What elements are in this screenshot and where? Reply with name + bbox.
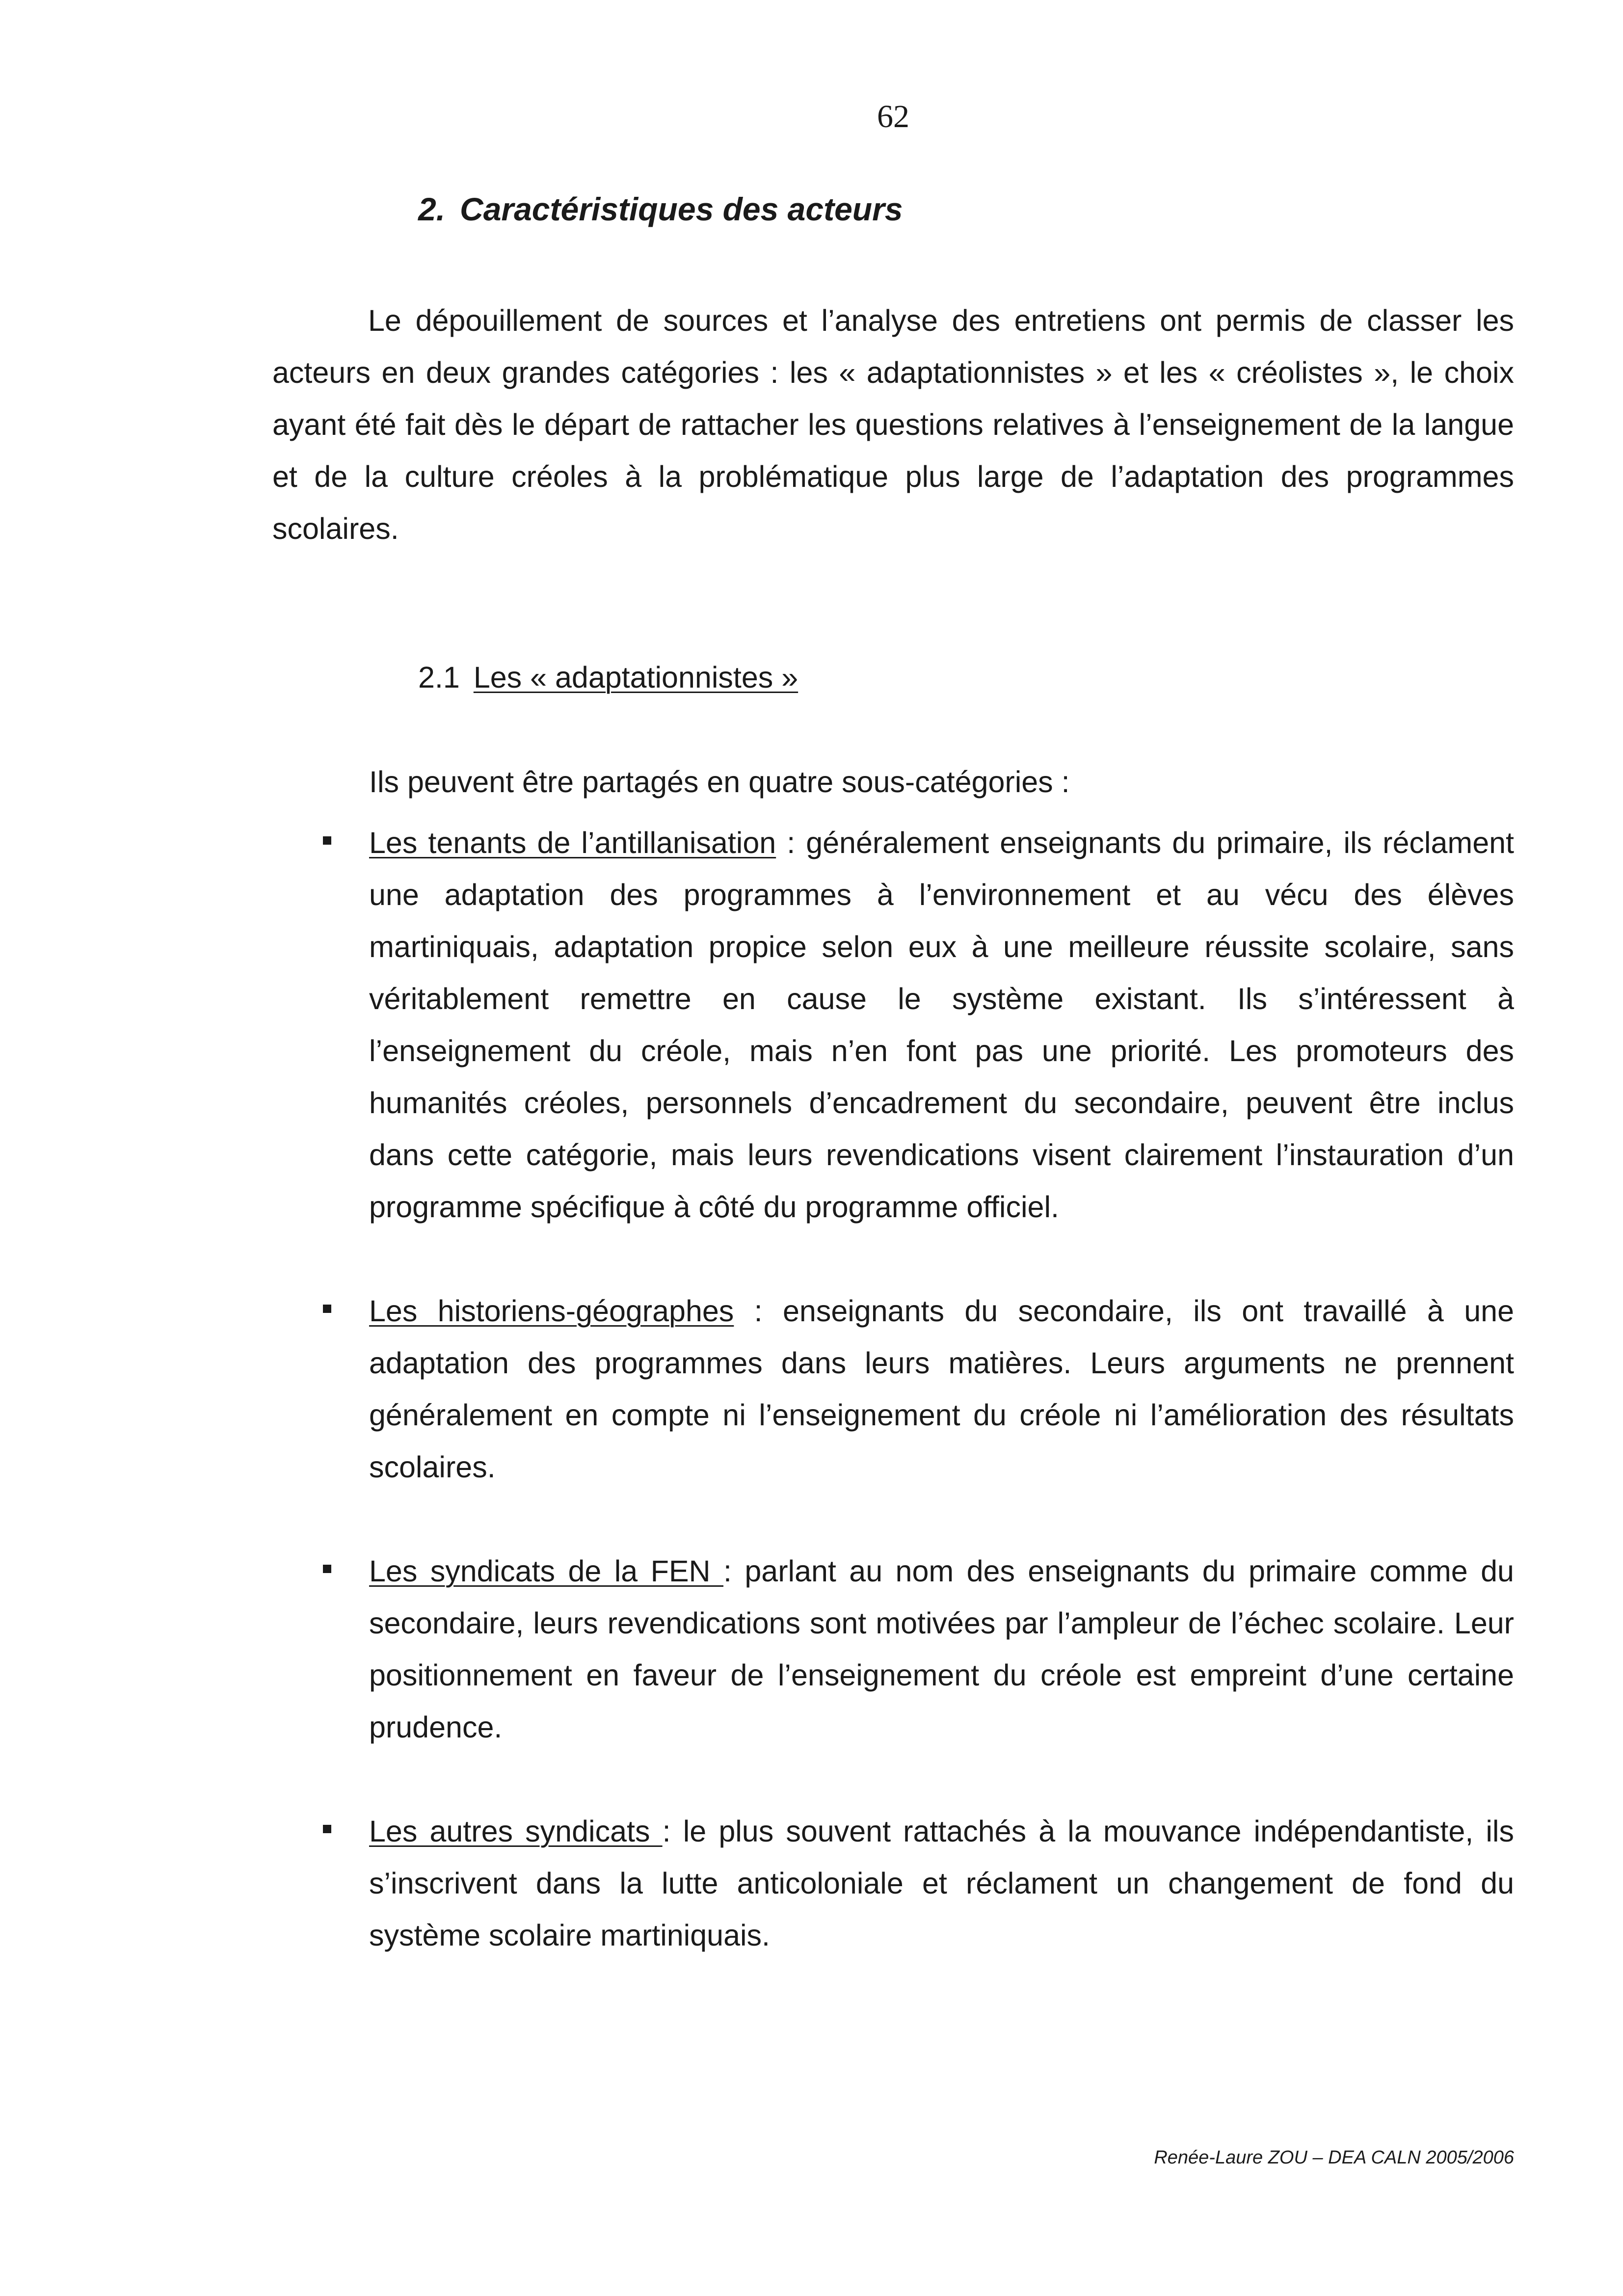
subsection-number: 2.1	[418, 661, 460, 694]
list-item-term: Les autres syndicats	[369, 1815, 663, 1848]
list-item	[369, 817, 1514, 1233]
intro-paragraph: Le dépouillement de sources et l’analyse des entretiens ont permis de classer les acteurs en deux grandes catégories : les « adaptationnistes » et les « créolistes », le choix ayant été fait dès le départ de rattacher les questions relatives à l’enseignement de la langue et de la culture créoles à la problématique plus large de l’adaptation des programmes scolaires.	[272, 304, 1514, 545]
square-bullet-icon	[323, 836, 331, 845]
list-item	[369, 1545, 1514, 1753]
page-number: 62	[877, 99, 909, 134]
subsection-heading	[418, 660, 798, 694]
list-item-text: : généralement enseignants du primaire, ils réclament une adaptation des programmes à l’environnement et au vécu des élèves martiniquais, adaptation propice selon eux à une meilleure réussite scolaire, sans véritablement remettre en cause le système existant. Ils s’intéressent à l’enseignement du créole, mais n’en font pas une priorité. Les promoteurs des humanités créoles, personnels d’encadrement du secondaire, peuvent être inclus dans cette catégorie, mais leurs revendications visent clairement l’instauration d’un programme spécifique à côté du programme officiel.	[369, 826, 1514, 1224]
list-item	[369, 1285, 1514, 1493]
section-heading	[418, 190, 903, 228]
section-title: Caractéristiques des acteurs	[460, 191, 903, 227]
list-item-text: : enseignants du secondaire, ils ont travaillé à une adaptation des programmes dans leurs matières. Leurs arguments ne prennent généralement en compte ni l’enseignement du créole ni l’amélioration des résultats scolaires.	[369, 1294, 1514, 1484]
section-number: 2.	[418, 191, 446, 227]
square-bullet-icon	[323, 1565, 331, 1573]
list-item-term: Les syndicats de la FEN	[369, 1554, 723, 1588]
square-bullet-icon	[323, 1305, 331, 1313]
list-item-text: : parlant au nom des enseignants du primaire comme du secondaire, leurs revendications sont motivées par l’ampleur de l’échec scolaire. Leur positionnement en faveur de l’enseignement du créole est empreint d’une certaine prudence.	[369, 1554, 1514, 1744]
list-item	[369, 1805, 1514, 1961]
page-footer: Renée-Laure ZOU – DEA CALN 2005/2006	[1154, 2147, 1514, 2168]
list-item-term: Les tenants de l’antillanisation	[369, 826, 776, 859]
list-item-text: : le plus souvent rattachés à la mouvance indépendantiste, ils s’inscrivent dans la lutte anticoloniale et réclament un changement de fond du système scolaire martiniquais.	[369, 1815, 1514, 1952]
list-item-term: Les historiens-géographes	[369, 1294, 734, 1328]
category-list	[369, 817, 1514, 2013]
subsection-title: Les « adaptationnistes »	[473, 661, 798, 694]
lead-sentence: Ils peuvent être partagés en quatre sous-catégories :	[369, 765, 1070, 799]
square-bullet-icon	[323, 1825, 331, 1833]
